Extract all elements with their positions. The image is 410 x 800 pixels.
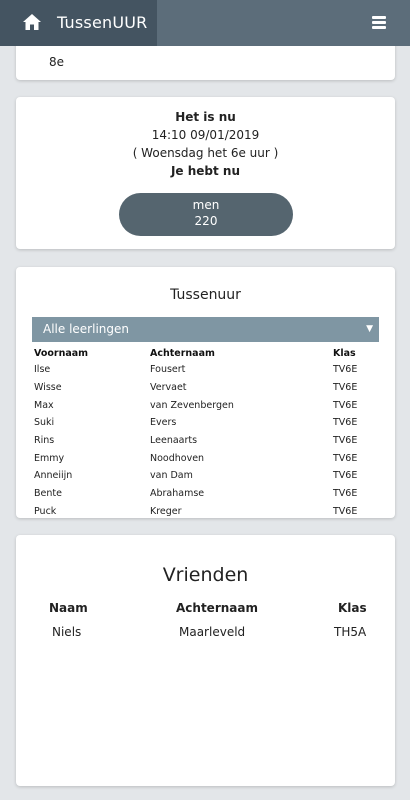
class-cell: TV6E [333,488,358,500]
tussenuur-card [16,267,395,518]
class-cell: TV6E [333,470,358,482]
now-title: Het is nu [175,110,236,124]
friend-last-name-cell: Maarleveld [179,625,246,639]
class-cell: TV6E [333,382,358,394]
last-name-cell: Leenaarts [150,435,198,447]
class-cell: TV6E [333,452,358,464]
first-name-cell: Rins [34,435,55,447]
brand-home-link[interactable] [0,0,157,46]
table-row[interactable] [34,503,379,521]
column-header: Voornaam [34,347,89,359]
table-row[interactable] [34,361,379,379]
last-name-cell: Noodhoven [150,452,205,464]
current-lesson-button[interactable] [119,193,293,236]
first-name-cell: Suki [34,417,55,429]
class-cell: TV6E [333,435,358,447]
column-header: Achternaam [150,347,215,359]
table-row[interactable] [34,414,379,432]
last-name-cell: Abrahamse [150,488,205,500]
first-name-cell: Ilse [34,364,51,376]
column-header: Klas [338,601,367,615]
current-lesson-label: Je hebt nu [170,164,241,178]
column-header: Naam [49,601,88,615]
last-name-cell: Fousert [150,364,186,376]
period-value: 8e [49,55,65,69]
app-header [0,0,410,46]
lesson-room: 220 [194,214,218,228]
filter-selected-value: Alle leerlingen [43,322,129,336]
app-title: TussenUUR [57,13,148,32]
table-row[interactable] [34,379,379,397]
table-header-row [34,345,379,361]
last-name-cell: Vervaet [150,382,187,394]
table-row[interactable] [34,432,379,450]
home-icon [23,14,41,30]
column-header: Klas [333,347,356,359]
first-name-cell: Wisse [34,382,62,394]
class-cell: TV6E [333,417,358,429]
students-table [34,345,379,520]
friend-class-cell: TH5A [334,625,367,639]
table-row[interactable] [34,467,379,485]
last-name-cell: van Zevenbergen [150,399,234,411]
first-name-cell: Anneiijn [34,470,73,482]
friend-name-cell[interactable]: Niels [52,625,82,639]
menu-icon[interactable] [372,16,388,30]
class-cell: TV6E [333,505,358,517]
first-name-cell: Puck [34,505,57,517]
current-datetime: 14:10 09/01/2019 [151,128,260,142]
current-lesson-card [16,97,395,249]
first-name-cell: Bente [34,488,62,500]
last-name-cell: Kreger [150,505,182,517]
class-cell: TV6E [333,399,358,411]
class-cell: TV6E [333,364,358,376]
first-name-cell: Max [34,399,54,411]
lesson-subject: men [192,198,220,212]
tussenuur-title: Tussenuur [170,287,241,303]
last-name-cell: van Dam [150,470,193,482]
table-row[interactable] [34,396,379,414]
table-row[interactable] [34,449,379,467]
current-day-period: ( Woensdag het 6e uur ) [132,146,279,160]
table-row[interactable] [34,485,379,503]
student-filter-select[interactable] [32,317,379,342]
friends-title: Vrienden [162,564,249,586]
column-header: Achternaam [176,601,258,615]
friends-card [16,535,395,786]
last-name-cell: Evers [150,417,177,429]
chevron-down-icon: ▼ [366,324,373,334]
first-name-cell: Emmy [34,452,65,464]
